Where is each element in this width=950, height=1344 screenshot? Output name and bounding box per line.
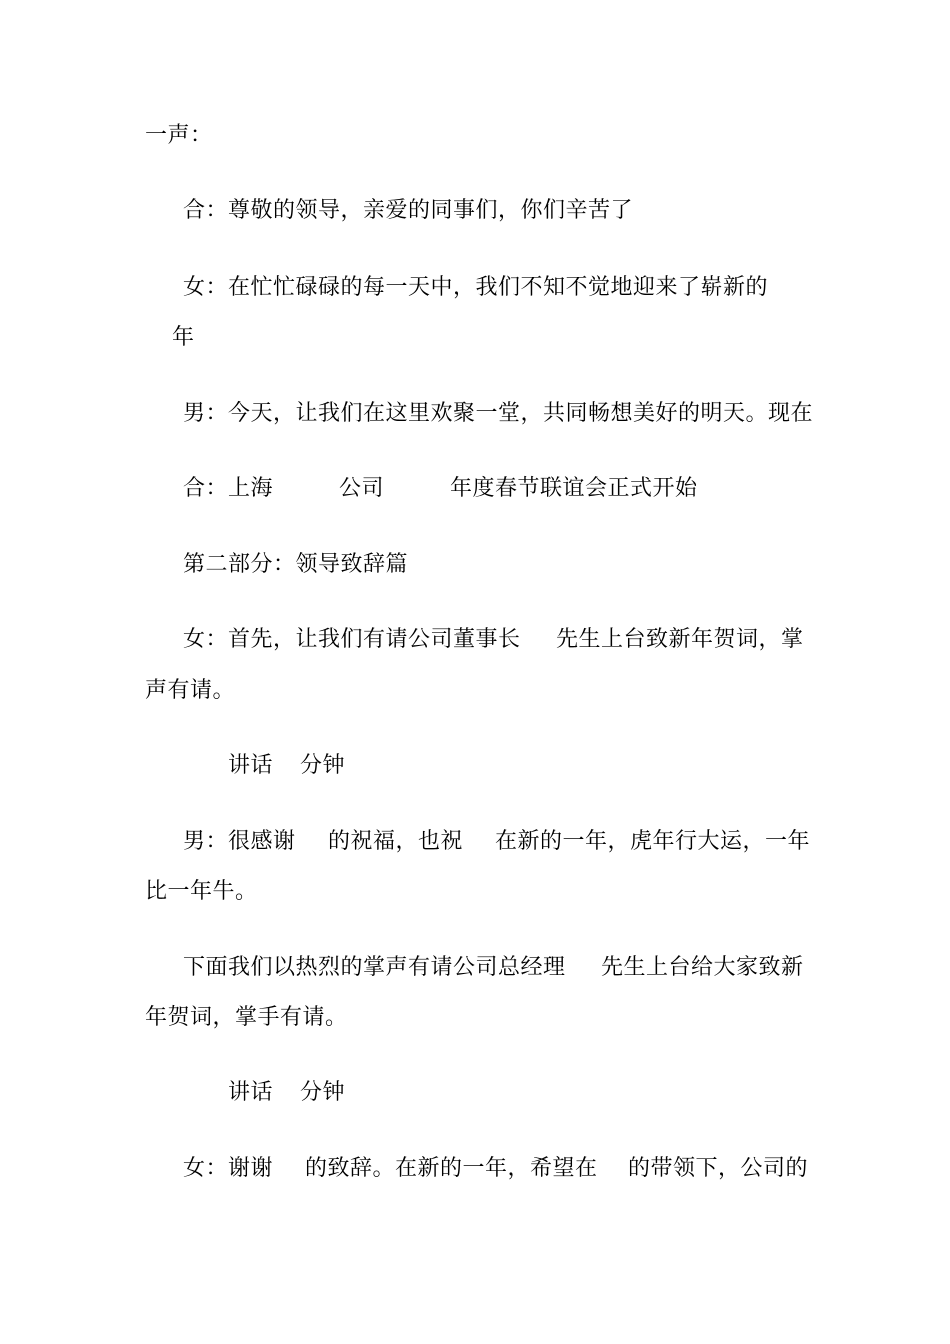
text-line-13a: 下面我们以热烈的掌声有请公司总经理: [183, 955, 566, 980]
text-line-15b: 分钟: [300, 1080, 346, 1105]
text-line-15a: 讲话: [228, 1080, 274, 1105]
text-line-12: 比一年牛。: [145, 879, 258, 904]
text-line-8b: 先生上台致新年贺词，掌: [556, 627, 804, 652]
text-line-8a: 女：首先，让我们有请公司董事长: [183, 627, 521, 652]
text-line-5: 男：今天，让我们在这里欢聚一堂，共同畅想美好的明天。现在: [183, 401, 814, 426]
text-line-10a: 讲话: [228, 753, 274, 778]
text-line-3: 女：在忙忙碌碌的每一天中，我们不知不觉地迎来了崭新的: [183, 275, 769, 300]
text-line-13b: 先生上台给大家致新: [601, 955, 804, 980]
text-line-10b: 分钟: [300, 753, 346, 778]
text-line-11b: 的祝福，也祝: [328, 829, 464, 854]
text-line-6a: 合：上海: [183, 476, 274, 501]
text-line-6c: 年度春节联谊会正式开始: [450, 476, 698, 501]
text-line-14: 年贺词，掌手有请。: [145, 1005, 348, 1030]
text-line-16a: 女：谢谢: [183, 1156, 274, 1181]
text-line-2: 合：尊敬的领导，亲爱的同事们，你们辛苦了: [183, 198, 634, 223]
text-line-11c: 在新的一年，虎年行大运，一年: [495, 829, 811, 854]
text-line-6b: 公司: [339, 476, 385, 501]
text-line-11a: 男：很感谢: [183, 829, 296, 854]
text-line-4: 年: [172, 325, 195, 350]
section-heading: 第二部分：领导致辞篇: [183, 552, 409, 577]
text-line-9: 声有请。: [145, 678, 236, 703]
text-line-16b: 的致辞。在新的一年，希望在: [305, 1156, 598, 1181]
text-line-16c: 的带领下，公司的: [628, 1156, 809, 1181]
text-line-1: 一声：: [145, 123, 213, 148]
